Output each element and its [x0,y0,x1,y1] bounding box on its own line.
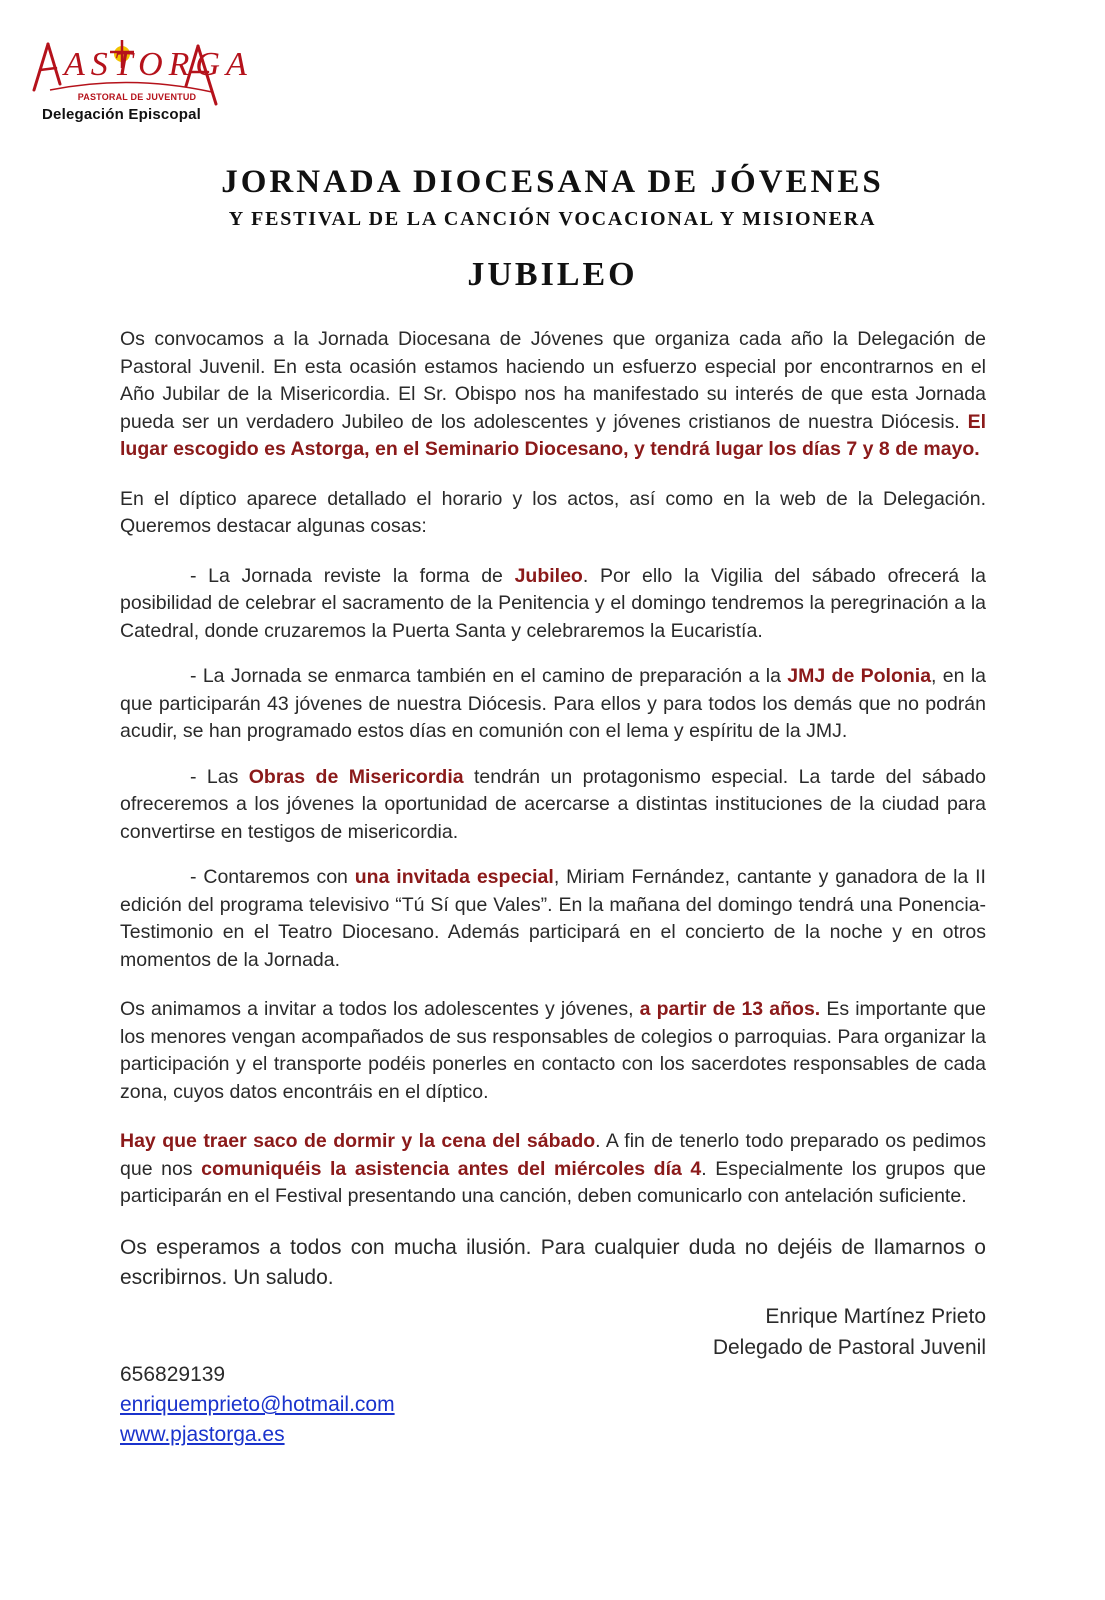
bullet-invitada: - Contaremos con una invitada especial, Miriam Fernández, cantante y ganadora de la II edición del programa televisivo “Tú Sí que Vales”. En la mañana del domingo tendrá una Ponencia-Testimonio en el Teatro Diocesano. Además participará en el concierto de la noche y en otros momentos de la Jornada. [120,866,986,971]
signature-role: Delegado de Pastoral Juvenil [712,1336,986,1359]
highlight-jmj: JMJ de Polonia [787,665,932,687]
paragraph-intro: Os convocamos a la Jornada Diocesana de Jóvenes que organiza cada año la Delegación de Pastoral Juvenil. En esta ocasión estamos haciendo un esfuerzo especial por encontrarnos en el Año Jubilar de la Misericordia. El Sr. Obispo nos ha manifestado su interés de que esta Jornada pueda ser un verdadero Jubileo de los adolescentes y jóvenes cristianos de nuestra Diócesis. El lugar escogido es Astorga, en el Seminario Diocesano, y tendrá lugar los días 7 y 8 de mayo. [120,328,986,460]
contact-phone: 656829139 [120,1363,226,1386]
signature [713,1301,986,1363]
highlight-obras: Obras de Misericordia [248,765,464,788]
logo-text: ASTORGA [64,46,253,83]
logo-caption: Delegación Episcopal [42,106,202,123]
bullet-jubileo: - La Jornada reviste la forma de Jubileo. Por ello la Vigilia del sábado ofrecerá la posibilidad de celebrar el sacramento de la Penitencia y el domingo tendremos la peregrinación a la Catedral, donde cruzaremos la Puerta Santa y celebraremos la Eucaristía. [120,564,986,642]
highlight-saco: Hay que traer saco de dormir y la cena del sábado [120,1130,596,1152]
paragraph-edad: Os animamos a invitar a todos los adolescentes y jóvenes, a partir de 13 años. Es importante que los menores vengan acompañados de sus responsables de colegios o parroquias. Para organizar la participación y el transporte podéis ponerles en contacto con los sacerdotes responsables de cada zona, cuyos datos encontráis en el díptico. [120,998,986,1103]
jubileo-title: JUBILEO [467,256,638,293]
subtitle: Y FESTIVAL DE LA CANCIÓN VOCACIONAL Y MISIONERA [228,208,877,230]
highlight-edad: a partir de 13 años. [639,998,821,1020]
contact-block [120,1360,395,1450]
highlight-jubileo: Jubileo [514,564,583,587]
highlight-location-date: El lugar escogido es Astorga, en el Seminario Diocesano, y tendrá lugar los días 7 y 8 de mayo. [120,410,986,460]
bullet-jmj: - La Jornada se enmarca también en el camino de preparación a la JMJ de Polonia, en la que participarán 43 jóvenes de nuestra Diócesis. Para ellos y para todos los demás que no podrán acudir, se han programado estos días en comunión con el lema y espíritu de la JMJ. [120,665,987,742]
signature-name: Enrique Martínez Prieto [765,1305,986,1328]
paragraph-diptico: En el díptico aparece detallado el horario y los actos, así como en la web de la Delegación. Queremos destacar algunas cosas: [120,487,986,537]
website-link[interactable]: www.pjastorga.es [120,1423,285,1446]
letter-body [120,326,986,1315]
paragraph-requisitos: Hay que traer saco de dormir y la cena del sábado. A fin de tenerlo todo preparado os pedimos que nos comuniquéis la asistencia antes del miércoles día 4. Especialmente los grupos que participarán en el Festival presentando una canción, deben comunicarlo con antelación suficiente. [120,1130,987,1207]
main-title: JORNADA DIOCESANA DE JÓVENES [221,164,884,200]
logo [30,32,253,132]
highlight-invitada: una invitada especial [354,866,554,888]
bullet-obras: - Las Obras de Misericordia tendrán un protagonismo especial. La tarde del sábado ofreceremos a los jóvenes la oportunidad de acercarse a distintas instituciones de la ciudad para convertirse en testigos de misericordia. [120,765,986,843]
logo-subtitle: PASTORAL DE JUVENTUD [77,92,197,102]
email-link[interactable]: enriquemprieto@hotmail.com [120,1393,395,1416]
highlight-asistencia: comuniquéis la asistencia antes del miércoles día 4 [201,1157,702,1180]
paragraph-closing: Os esperamos a todos con mucha ilusión. Para cualquier duda no dejéis de llamarnos o escribirnos. Un saludo. [120,1235,986,1289]
